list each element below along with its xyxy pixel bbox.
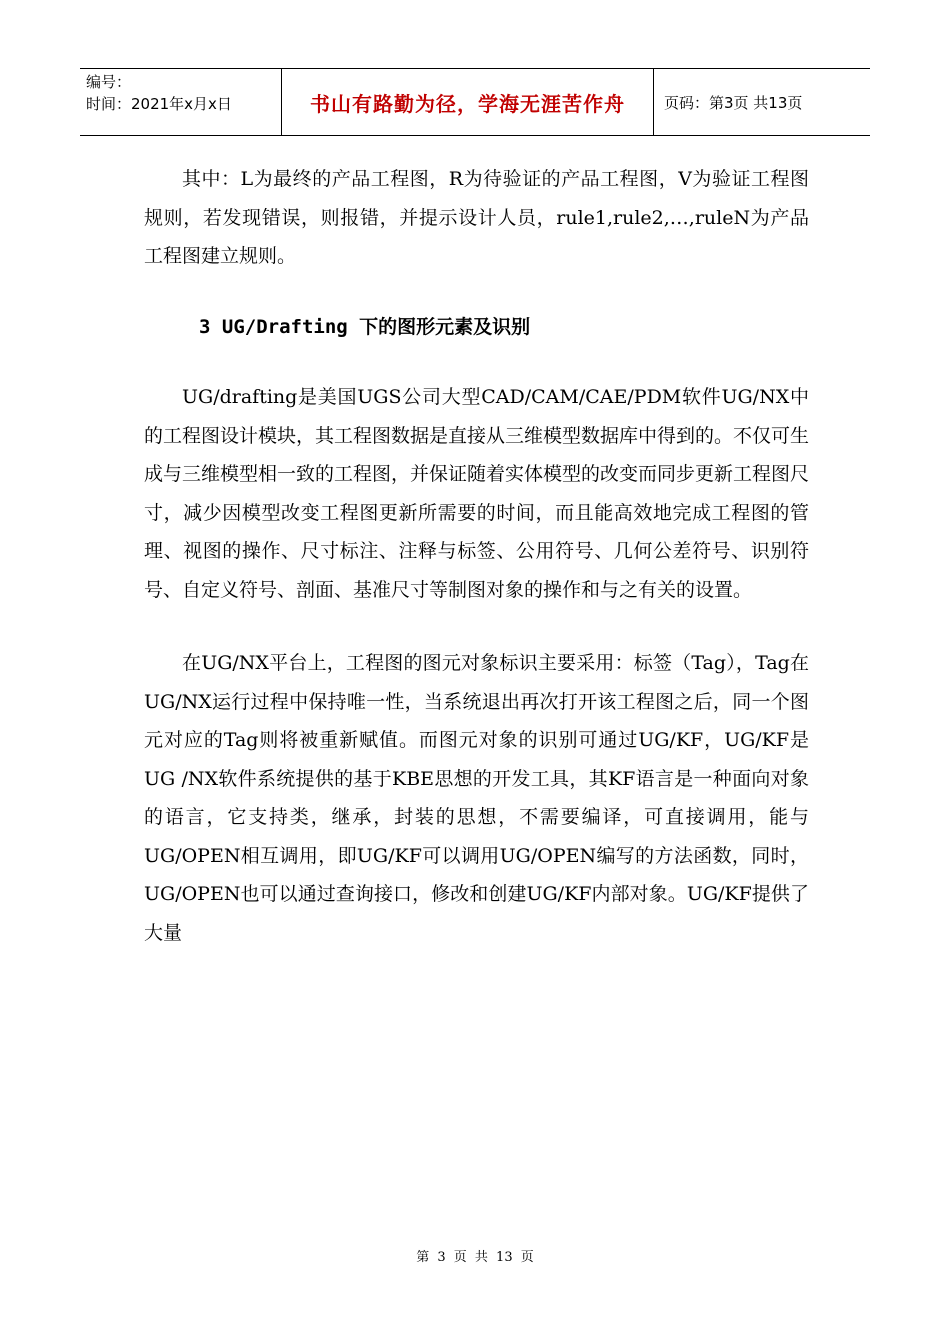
page-header <box>80 68 870 136</box>
date-label: 时间：2021年x月x日 <box>86 95 232 113</box>
header-page-label: 页码：第3页 共13页 <box>664 93 803 112</box>
number-label: 编号： <box>86 73 132 91</box>
paragraph-2: UG/drafting是美国UGS公司大型CAD/CAM/CAE/PDM软件UG/NX中的工程图设计模块，其工程图数据是直接从三维模型数据库中得到的。不仅可生成与三维模型相一致的工程图，并保证随着实体模型的改变而同步更新工程图尺寸，减少因模型改变工程图更新所需要的时间，而且能高效地完成工程图的管理、视图的操作、尺寸标注、注释与标签、公用符号、几何公差符号、识别符号、自定义符号、剖面、基准尺寸等制图对象的操作和与之有关的设置。 <box>144 386 810 601</box>
page-footer: 第 3 页 共 13 页 <box>416 1250 534 1265</box>
section-heading: 3 UG/Drafting 下的图形元素及识别 <box>199 315 531 338</box>
paragraph-1: 其中：L为最终的产品工程图，R为待验证的产品工程图，V为验证工程图规则，若发现错误，则报错，并提示设计人员，rule1,rule2,…,ruleN为产品工程图建立规则。 <box>144 168 809 267</box>
paragraph-3: 在UG/NX平台上，工程图的图元对象标识主要采用：标签（Tag），Tag在UG/NX运行过程中保持唯一性，当系统退出再次打开该工程图之后，同一个图元对应的Tag则将被重新赋值。而图元对象的识别可通过UG/KF，UG/KF是UG /NX软件系统提供的基于KBE思想的开发工具，其KF语言是一种面向对象的语言，它支持类，继承，封装的思想，不需要编译，可直接调用，能与UG/OPEN相互调用，即UG/KF可以调用UG/OPEN编写的方法函数，同时，UG/OPEN也可以通过查询接口，修改和创建UG/KF内部对象。UG/KF提供了大量 <box>144 652 809 944</box>
header-meta <box>80 69 282 135</box>
document-body <box>144 160 809 952</box>
header-motto: 书山有路勤为径，学海无涯苦作舟 <box>282 69 654 135</box>
